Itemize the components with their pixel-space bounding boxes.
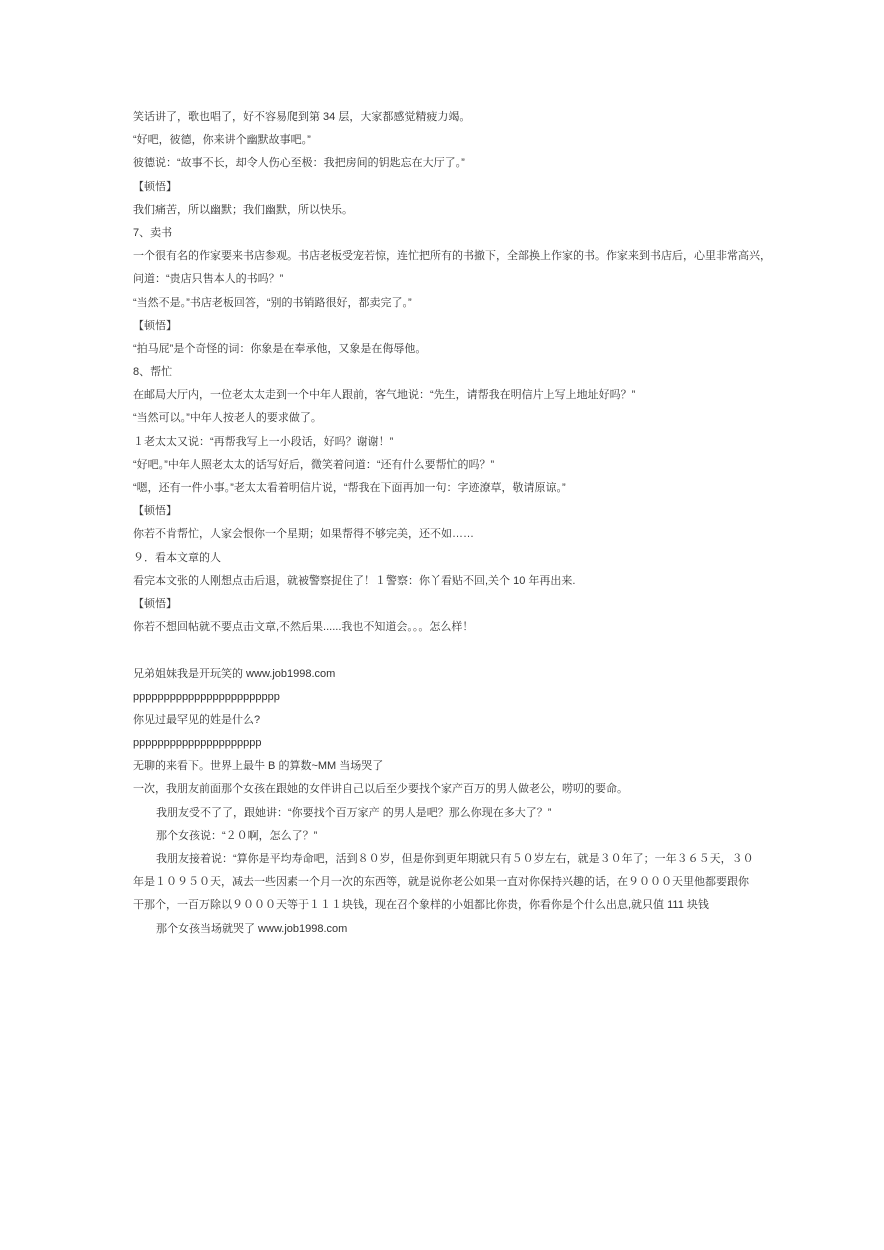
text-line: “当然可以。”中年人按老人的要求做了。 [133,412,322,425]
text-line: 你若不肯帮忙，人家会恨你一个星期；如果帮得不够完美，还不如…… [133,528,474,541]
text-line: 那个女孩说：“２０啊，怎么了？” [156,829,318,842]
text-line: 笑话讲了，歌也唱了，好不容易爬到第 34 层，大家都感觉精疲力竭。 [133,111,471,123]
text-line: 我朋友接着说：“算你是平均寿命吧，活到８０岁，但是你到更年期就只有５０岁左右，就是３０年了；一年３６５天，３０ [156,853,754,865]
text-line: 我们痛苦，所以幽默；我们幽默，所以快乐。 [133,203,353,216]
text-line: 你若不想回帖就不要点击文章,不然后果......我也不知道会。。。怎么样！ [133,621,474,634]
text-line: “当然不是。”书店老板回答，“别的书销路很好，都卖完了。” [133,296,412,309]
text-line: 一次，我朋友前面那个女孩在跟她的女伴讲自己以后至少要找个家产百万的男人做老公，唠叨的要命。 [133,783,628,796]
text-line: “拍马屁”是个奇怪的词：你象是在奉承他，又象是在侮辱他。 [133,342,427,355]
text-line: 【顿悟】 [133,319,177,332]
text-line: 一个很有名的作家要来书店参观。书店老板受宠若惊，连忙把所有的书撤下，全部换上作家的书。作家来到书店后，心里非常高兴， [133,250,771,263]
text-line: ９．看本文章的人 [133,551,221,564]
text-line: pppppppppppppppppppppppp [133,690,280,703]
text-line: 【顿悟】 [133,180,177,193]
blank-line [133,639,778,662]
text-line: 兄弟姐妹我是开玩笑的 www.job1998.com [133,667,336,680]
text-line: 在邮局大厅内，一位老太太走到一个中年人跟前，客气地说：“先生，请帮我在明信片上写上地址好吗？” [133,389,636,402]
text-line: １老太太又说：“再帮我写上一小段话，好吗？谢谢！” [133,435,394,448]
text-line: 看完本文张的人刚想点击后退，就被警察捉住了！１警察：你丫看贴不回,关个 10 年再出来. [133,574,576,587]
text-line: 你见过最罕见的姓是什么? [133,713,261,726]
text-line: 年是１０９５０天，减去一些因素一个月一次的东西等，就是说你老公如果一直对你保持兴趣的话，在９０００天里他都要跟你 [133,876,749,889]
text-line: “嗯，还有一件小事。”老太太看着明信片说，“帮我在下面再加一句：字迹潦草，敬请原谅。” [133,482,566,494]
text-line: 问道：“贵店只售本人的书吗？” [133,273,284,286]
text-line: 我朋友受不了了，跟她讲：“你要找个百万家产 的男人是吧？那么你现在多大了？” [156,806,552,819]
text-line: 【顿悟】 [133,505,177,518]
text-line: “好吧，彼德，你来讲个幽默故事吧。” [133,134,311,147]
text-line: 彼德说：“故事不长，却令人伤心至极：我把房间的钥匙忘在大厅了。” [133,157,465,170]
document-body [133,106,778,941]
text-line: “好吧。”中年人照老太太的话写好后，微笑着问道：“还有什么要帮忙的吗？” [133,458,495,471]
text-line: ppppppppppppppppppppp [133,737,262,750]
text-line: 7、卖书 [133,226,173,239]
text-line: 【顿悟】 [133,597,177,610]
text-line: 干那个，一百万除以９０００天等于１１１块钱，现在召个象样的小姐都比你贵，你看你是个什么出息,就只值 111 块钱 [133,899,709,912]
text-line: 无聊的来看下。世界上最牛 B 的算数~MM 当场哭了 [133,760,384,773]
text-line: 那个女孩当场就哭了 www.job1998.com [156,922,348,935]
text-line: 8、帮忙 [133,366,173,379]
